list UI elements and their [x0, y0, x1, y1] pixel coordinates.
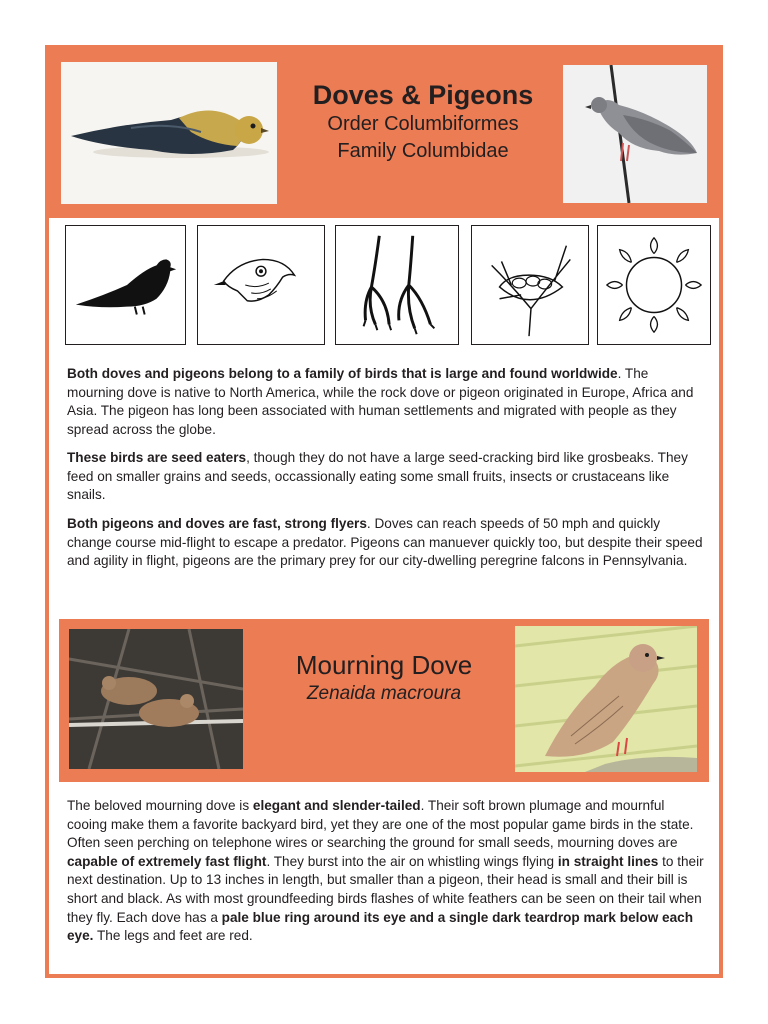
dove-painting-image: [61, 62, 277, 204]
scientific-name: Zenaida macroura: [306, 683, 462, 704]
intro-paragraph-3: Both pigeons and doves are fast, strong flyers. Doves can reach speeds of 50 mph and quickly change course mid-flight to escape a predator. Pigeons can manuever quickly too, but despite their speed and agility in flight, pigeons are the primary prey for our city-dwelling peregrine falcons in Pennsylvania.: [67, 516, 703, 569]
sun-icon: [597, 225, 711, 345]
dove-silhouette-icon: [65, 225, 186, 345]
mourning-dove-titles: [264, 649, 504, 707]
dove-head-icon: [197, 225, 325, 345]
pigeon-photo-image: [563, 65, 707, 203]
bird-feet-icon: [335, 225, 459, 345]
mourning-dove-drawing-image: [515, 626, 697, 772]
header-band: [49, 49, 719, 218]
page-frame: [45, 45, 723, 978]
nest-with-eggs-icon: [471, 225, 589, 345]
mourning-dove-description: The beloved mourning dove is elegant and slender-tailed. Their soft brown plumage and mournful cooing make them a favorite backyard bird, yet they are one of the most popular game birds in the state. Often seen perching on telephone wires or searching the ground for small seeds, mourning doves are capable of extremely fast flight. They burst into the air on whistling wings flying in straight lines to their next destination. Up to 13 inches in length, but smaller than a pigeon, their head is small and their bill is short and black. As with most groundfeeding birds flashes of white feathers can be seen on their tail when they fly. Each dove has a pale blue ring around its eye and a single dark teardrop mark below each eye. The legs and feet are red.: [67, 798, 704, 944]
order-name: Order Columbiformes: [327, 113, 519, 135]
intro-paragraph-1: Both doves and pigeons belong to a family of birds that is large and found worldwide. The mourning dove is native to North America, while the rock dove or pigeon originated in Europe, Africa and Asia. The pigeon has long been associated with human settlements and migrated with people as they spread across the globe.: [67, 366, 694, 437]
trait-icons-row: [63, 225, 713, 353]
family-name: Family Columbidae: [337, 140, 509, 162]
mourning-dove-photo-image: [69, 629, 243, 769]
species-name: Mourning Dove: [295, 650, 473, 680]
header-titles: [289, 79, 557, 165]
mourning-dove-band: [59, 619, 709, 782]
page-title: Doves & Pigeons: [312, 80, 534, 110]
intro-paragraph-2: These birds are seed eaters, though they do not have a large seed-cracking bird like grosbeaks. They feed on smaller grains and seeds, occassionally eating some small fruits, insects or crustaceans like snails.: [67, 450, 688, 503]
